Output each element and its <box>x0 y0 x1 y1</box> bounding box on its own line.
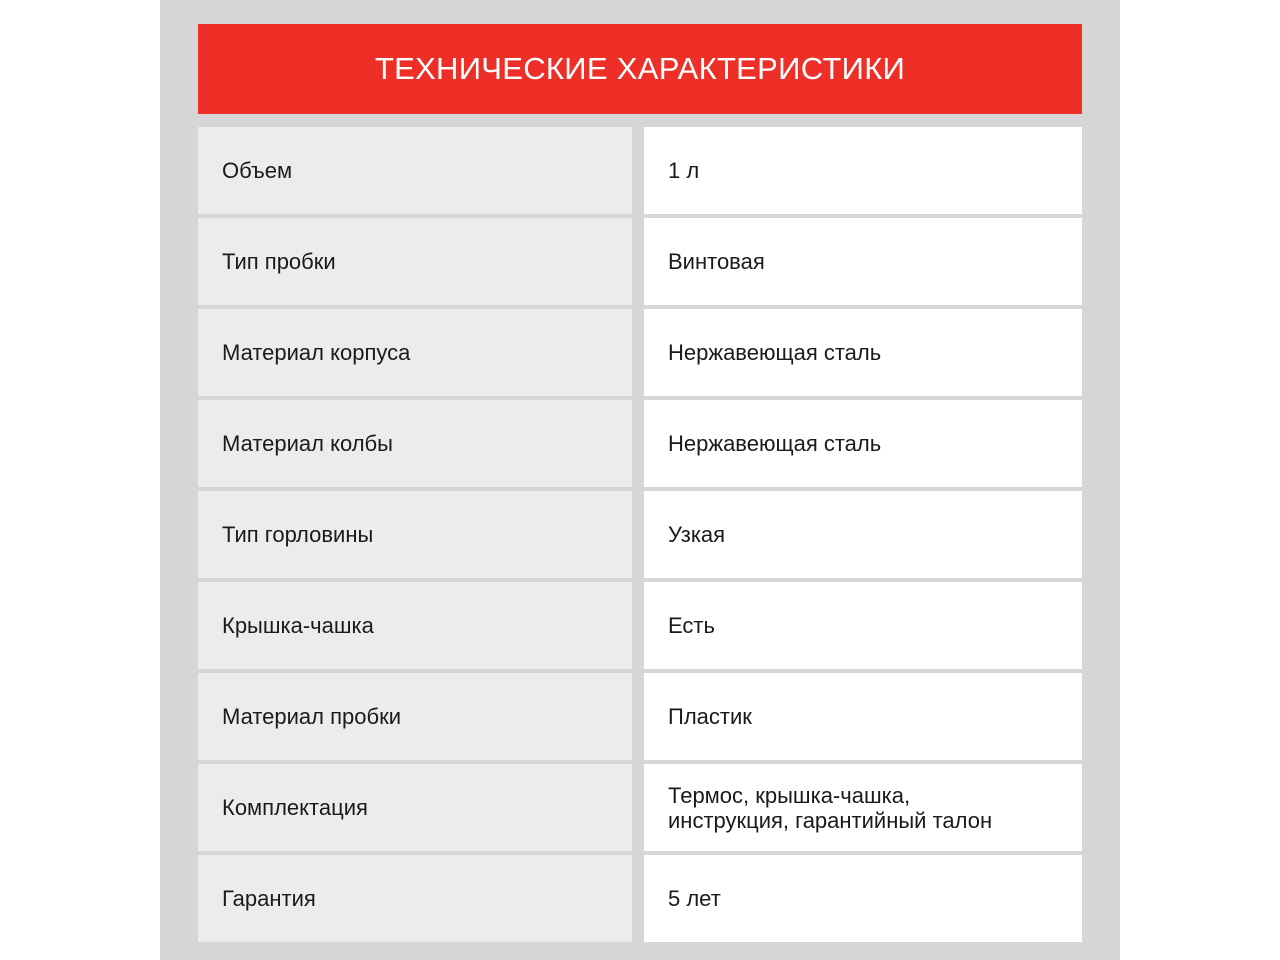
specs-panel <box>160 0 1120 960</box>
spec-label: Комплектация <box>198 764 632 851</box>
specs-table <box>198 127 1082 942</box>
specs-header <box>198 24 1082 114</box>
spec-label: Тип горловины <box>198 491 632 578</box>
table-row <box>198 855 1082 942</box>
table-row <box>198 400 1082 487</box>
spec-value: 1 л <box>644 127 1082 214</box>
spec-value: 5 лет <box>644 855 1082 942</box>
page-title: ТЕХНИЧЕСКИЕ ХАРАКТЕРИСТИКИ <box>374 51 906 86</box>
spec-label: Гарантия <box>198 855 632 942</box>
spec-label: Материал корпуса <box>198 309 632 396</box>
spec-value: Винтовая <box>644 218 1082 305</box>
table-row <box>198 218 1082 305</box>
table-row <box>198 582 1082 669</box>
spec-value: Термос, крышка-чашка, инструкция, гарантийный талон <box>644 764 1082 851</box>
spec-value: Нержавеющая сталь <box>644 400 1082 487</box>
spec-label: Материал пробки <box>198 673 632 760</box>
spec-label: Материал колбы <box>198 400 632 487</box>
spec-value: Узкая <box>644 491 1082 578</box>
table-row <box>198 309 1082 396</box>
spec-value: Нержавеющая сталь <box>644 309 1082 396</box>
spec-label: Объем <box>198 127 632 214</box>
table-row <box>198 764 1082 851</box>
spec-label: Крышка-чашка <box>198 582 632 669</box>
spec-value: Пластик <box>644 673 1082 760</box>
table-row <box>198 673 1082 760</box>
spec-value: Есть <box>644 582 1082 669</box>
table-row <box>198 127 1082 214</box>
table-row <box>198 491 1082 578</box>
spec-label: Тип пробки <box>198 218 632 305</box>
